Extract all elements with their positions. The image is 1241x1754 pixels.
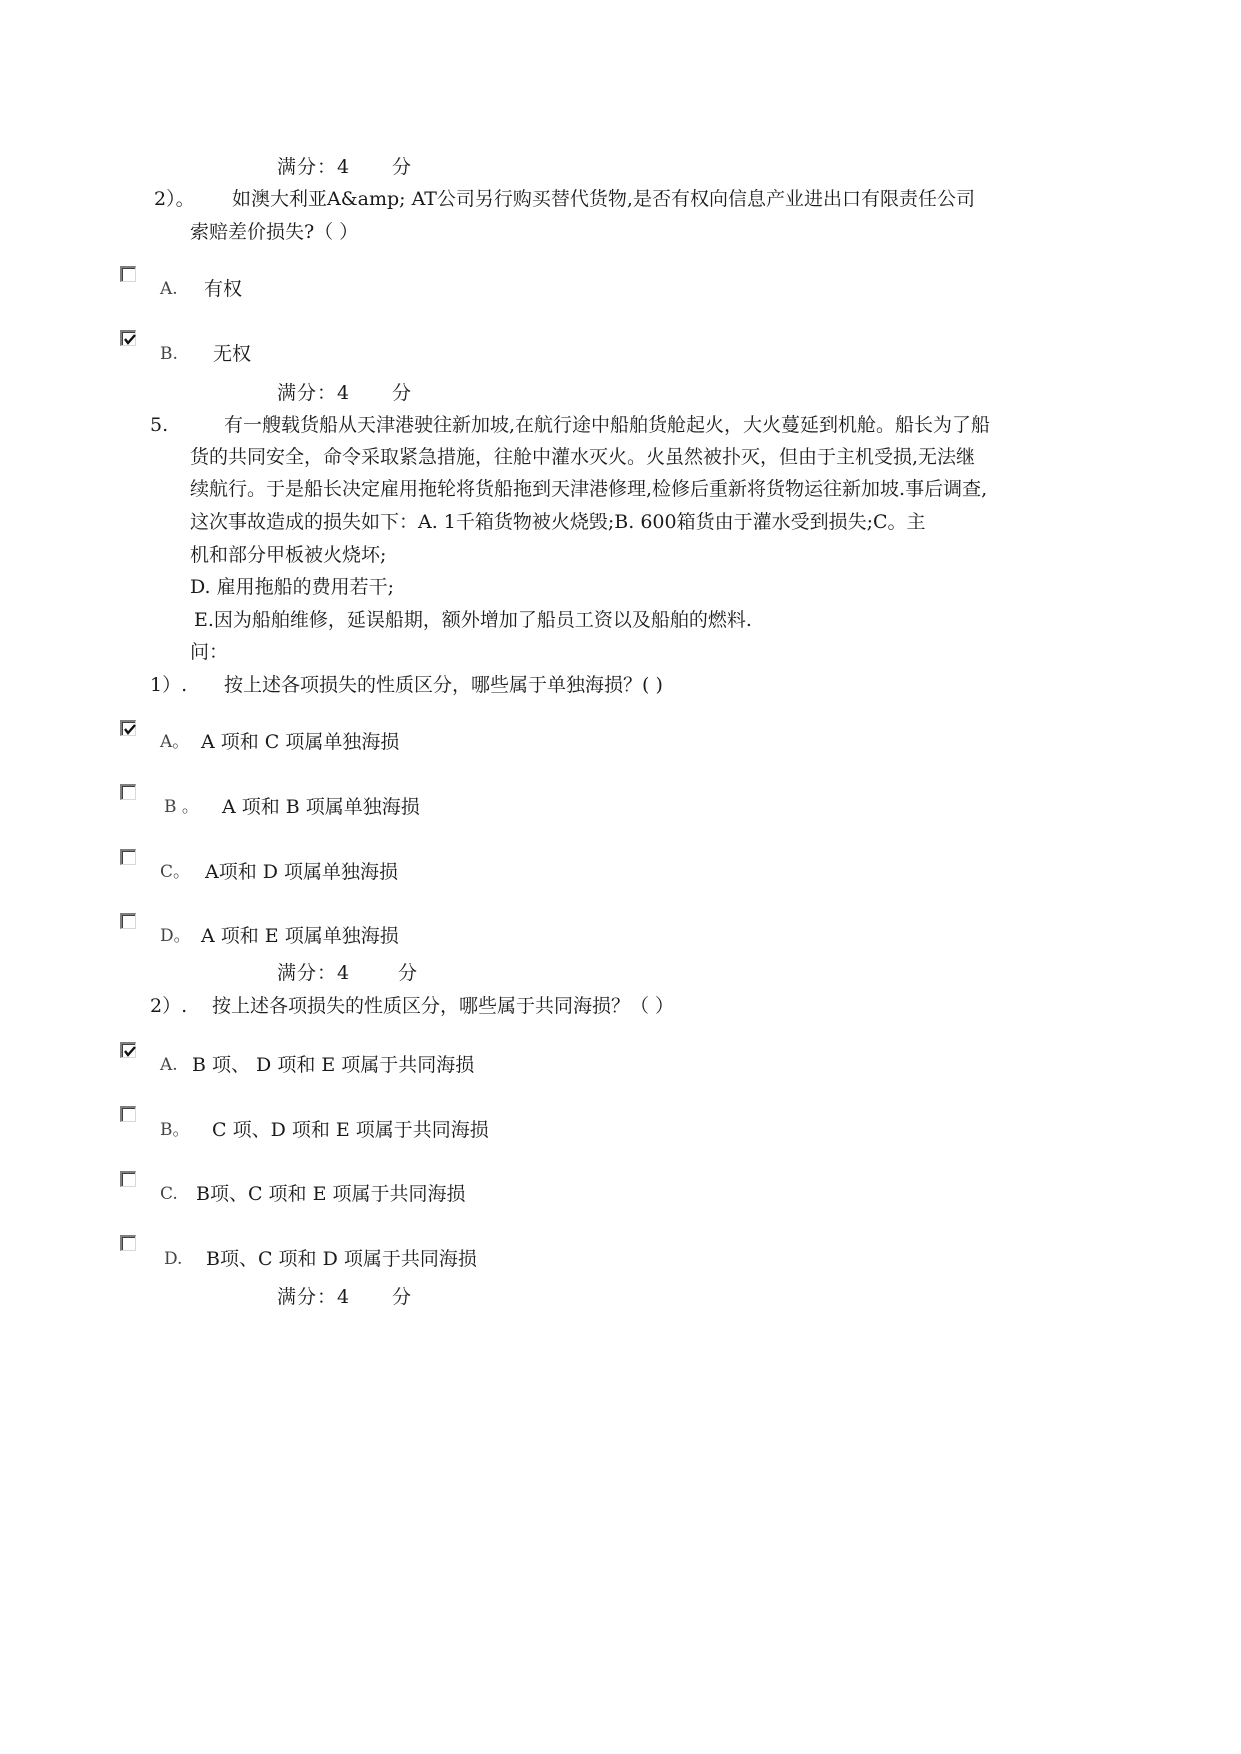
option-text: 有权 [204,278,243,300]
option-letter: A. [160,279,178,299]
subquestion-stem: 按上述各项损失的性质区分，哪些属于共同海损？（ ） [212,995,675,1017]
option-letter: B. [160,344,178,364]
score-label: 满分：4 [277,1286,351,1308]
question-text-line: 续航行。于是船长决定雇用拖轮将货船拖到天津港修理,检修后重新将货物运往新加坡.事后调查, [190,478,988,500]
option-letter: D。 [160,926,191,946]
option-text: B项、C 项和 D 项属于共同海损 [206,1248,477,1270]
question-number: 5. [150,414,169,436]
option-letter: A。 [160,732,190,752]
checkmark-icon [123,723,137,737]
option-checkbox[interactable] [120,849,136,865]
option-checkbox[interactable] [120,720,136,736]
question-text-line: E.因为船舶维修，延误船期，额外增加了船员工资以及船舶的燃料. [194,609,752,631]
checkmark-icon [123,333,137,347]
question-number: 2）。 [154,188,195,210]
score-label: 满分：4 [277,962,351,984]
question-stem-line: 如澳大利亚A&amp; AT公司另行购买替代货物,是否有权向信息产业进出口有限责任公司 [232,188,975,210]
checkmark-icon [123,1045,137,1059]
option-checkbox[interactable] [120,266,136,282]
option-text: A 项和 E 项属单独海损 [201,925,399,947]
option-letter: B。 [160,1120,190,1140]
option-text: 无权 [213,343,252,365]
option-text: A 项和 B 项属单独海损 [222,796,420,818]
question-text-line: 机和部分甲板被火烧坏; [190,544,387,566]
subquestion-stem: 按上述各项损失的性质区分，哪些属于单独海损？( ) [224,674,663,696]
option-checkbox[interactable] [120,784,136,800]
option-letter: C. [160,1184,178,1204]
option-checkbox[interactable] [120,330,136,346]
score-unit: 分 [392,382,412,404]
subquestion-number: 1）. [150,674,188,696]
option-text: A项和 D 项属单独海损 [205,861,399,883]
option-checkbox[interactable] [120,1106,136,1122]
option-text: B 项、 D 项和 E 项属于共同海损 [192,1054,475,1076]
score-unit: 分 [392,156,412,178]
option-letter: B 。 [164,797,199,817]
option-letter: D. [164,1249,183,1269]
option-text: A 项和 C 项属单独海损 [201,731,400,753]
option-letter: C。 [160,862,191,882]
option-checkbox[interactable] [120,913,136,929]
question-text-line: 问： [190,641,229,663]
question-stem-line: 索赔差价损失?（ ） [190,221,359,243]
option-checkbox[interactable] [120,1235,136,1251]
subquestion-number: 2）. [150,995,188,1017]
question-text-line: 有一艘载货船从天津港驶往新加坡,在航行途中船舶货舱起火，大火蔓延到机舱。船长为了船 [224,414,991,436]
option-text: B项、C 项和 E 项属于共同海损 [196,1183,466,1205]
question-text-line: 货的共同安全，命令采取紧急措施，往舱中灌水灭火。火虽然被扑灭，但由于主机受损,无法继 [190,446,976,468]
option-letter: A. [160,1055,178,1075]
score-unit: 分 [398,962,418,984]
score-label: 满分：4 [277,382,351,404]
option-text: C 项、D 项和 E 项属于共同海损 [212,1119,489,1141]
option-checkbox[interactable] [120,1042,136,1058]
question-text-line: D. 雇用拖船的费用若干; [190,576,395,598]
option-checkbox[interactable] [120,1171,136,1187]
question-text-line: 这次事故造成的损失如下：A. 1千箱货物被火烧毁;B. 600箱货由于灌水受到损失;C。主 [190,511,926,533]
score-unit: 分 [392,1286,412,1308]
score-label: 满分：4 [277,156,351,178]
